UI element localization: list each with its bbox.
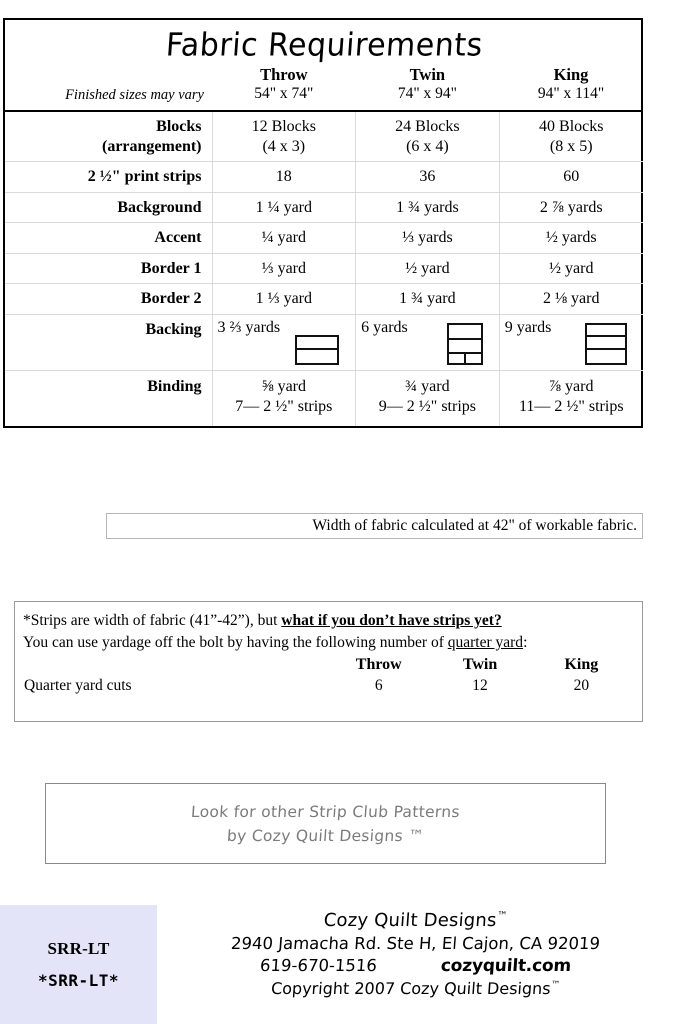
panel-row [587, 325, 625, 338]
strips-note-question: what if you don’t have strips yet? [281, 612, 502, 629]
row-label-blocks [5, 111, 212, 162]
page-title [5, 20, 643, 65]
cell-print-strips-twin: 36 [356, 162, 500, 193]
footer-copyright-text: Copyright 2007 Cozy Quilt Designs [270, 979, 552, 998]
quarter-yard-data-row [23, 675, 632, 696]
column-header-king-dim: 94" x 114" [537, 85, 605, 103]
cell-border-2-twin: 1 ¾ yard [356, 284, 500, 315]
cell-blocks-twin-sub: (6 x 4) [406, 137, 449, 155]
fabric-requirements-table [3, 18, 643, 428]
requirements-grid [5, 20, 643, 426]
cell-print-strips-king: 60 [499, 162, 643, 193]
quarter-yard-header-king: King [564, 656, 599, 673]
footer-copyright [156, 979, 674, 998]
row-label-border-2: Border 2 [5, 284, 212, 315]
panel-cell [449, 354, 466, 363]
table-row-backing [5, 314, 643, 370]
panel-cell [587, 325, 625, 336]
column-header-throw-dim: 54" x 74" [254, 85, 314, 103]
cell-binding-king-sub: 11— 2 ½" strips [518, 397, 624, 415]
table-row [5, 162, 643, 193]
row-label-binding: Binding [5, 370, 212, 426]
promo-line-1: Look for other Strip Club Patterns [190, 802, 461, 821]
panel-row [587, 350, 625, 363]
panel-row [297, 337, 337, 350]
cell-binding-twin-sub: 9— 2 ½" strips [378, 397, 476, 415]
cell-background-twin: 1 ¾ yards [356, 192, 500, 223]
footer [157, 905, 674, 1024]
backing-panel-diagram-throw [295, 335, 339, 365]
footer-contact-row [156, 956, 674, 976]
row-label-print-strips: 2 ½" print strips [5, 162, 212, 193]
panel-cell [466, 354, 481, 363]
cell-border-2-king: 2 ⅛ yard [499, 284, 643, 315]
quarter-yard-header-throw: Throw [355, 656, 402, 673]
promo-box [45, 783, 606, 864]
panel-cell [449, 325, 481, 338]
column-header-twin [356, 65, 500, 111]
strips-note-line-2 [23, 632, 632, 654]
promo-line-2: by Cozy Quilt Designs ™ [226, 826, 425, 845]
strips-alternative-box [14, 601, 643, 722]
panel-cell [297, 350, 337, 363]
sku-code: SRR-LT [47, 939, 110, 958]
footer-address: 2940 Jamacha Rd. Ste H, El Cajon, CA 92019 [230, 934, 601, 953]
table-title-row [5, 20, 643, 65]
panel-row [449, 354, 481, 363]
footer-website-link[interactable]: cozyquilt.com [440, 956, 572, 976]
cell-blocks-king-sub: (8 x 5) [549, 137, 593, 155]
column-header-twin-name: Twin [409, 65, 446, 84]
column-header-twin-dim: 74" x 94" [397, 85, 457, 103]
cell-border-1-throw: ⅓ yard [212, 253, 356, 284]
quarter-yard-header-row [23, 656, 632, 675]
panel-cell [587, 350, 625, 363]
quarter-yard-value-twin: 12 [472, 677, 488, 694]
trademark-icon: ™ [496, 910, 508, 922]
cell-binding-throw [212, 370, 356, 426]
trademark-icon: ™ [550, 979, 561, 991]
footer-phone[interactable]: 619-670-1516 [259, 956, 378, 975]
cell-background-king: 2 ⅞ yards [499, 192, 643, 223]
cell-binding-twin [356, 370, 500, 426]
cell-binding-throw-sub: 7— 2 ½" strips [235, 397, 333, 415]
quarter-yard-spacer [23, 656, 328, 675]
cell-border-1-twin: ½ yard [356, 253, 500, 284]
finished-sizes-note: Finished sizes may vary [5, 65, 212, 111]
cell-background-throw: 1 ¼ yard [212, 192, 356, 223]
cell-backing-twin [356, 314, 500, 370]
column-header-throw [212, 65, 356, 111]
row-label-blocks-line2: (arrangement) [101, 137, 202, 155]
cell-blocks-king-main: 40 Blocks [539, 118, 604, 136]
cell-backing-king [499, 314, 643, 370]
strips-note-line-2c: : [523, 634, 528, 651]
cell-backing-twin-text: 6 yards [361, 318, 408, 336]
cell-accent-throw: ¼ yard [212, 223, 356, 254]
quarter-yard-row-label: Quarter yard cuts [24, 677, 132, 694]
sku-box [0, 905, 157, 1024]
column-header-king-name: King [553, 65, 589, 84]
cell-blocks-throw [212, 111, 356, 162]
quarter-yard-value-king: 20 [573, 677, 590, 694]
cell-binding-twin-main: ¾ yard [405, 377, 450, 395]
cell-blocks-throw-main: 12 Blocks [251, 118, 317, 136]
cell-print-strips-throw: 18 [212, 162, 356, 193]
row-label-border-1: Border 1 [5, 253, 212, 284]
row-label-accent: Accent [5, 223, 212, 254]
quarter-yard-header-twin: Twin [462, 656, 498, 673]
cell-binding-king-main: ⅞ yard [549, 377, 594, 395]
quarter-yard-table [23, 656, 632, 696]
backing-panel-diagram-king [585, 323, 627, 365]
panel-row [587, 337, 625, 350]
strips-note-line-2a: You can use yardage off the bolt by having the following number of [23, 634, 448, 651]
footer-brand-name: Cozy Quilt Designs [323, 910, 498, 931]
cell-accent-king: ½ yards [499, 223, 643, 254]
cell-border-1-king: ½ yard [499, 253, 643, 284]
table-header-row [5, 65, 643, 111]
quarter-yard-value-throw: 6 [374, 677, 383, 694]
table-row-binding [5, 370, 643, 426]
cell-blocks-twin-main: 24 Blocks [395, 118, 460, 136]
width-of-fabric-note [106, 513, 643, 539]
panel-row [449, 340, 481, 354]
cell-border-2-throw: 1 ⅓ yard [212, 284, 356, 315]
column-header-king [499, 65, 643, 111]
cell-accent-twin: ⅓ yards [356, 223, 500, 254]
footer-brand [156, 910, 674, 931]
page-title-text: Fabric Requirements [164, 26, 484, 65]
cell-backing-king-text: 9 yards [504, 318, 552, 336]
panel-cell [449, 340, 481, 352]
table-row [5, 223, 643, 254]
cell-binding-throw-main: ⅝ yard [261, 377, 307, 395]
strips-note-line-1a: *Strips are width of fabric (41”-42”), but [23, 612, 282, 629]
strips-note-line-1 [23, 610, 632, 632]
width-of-fabric-text: Width of fabric calculated at 42" of workable fabric. [312, 517, 637, 534]
row-label-backing: Backing [5, 314, 212, 370]
cell-backing-throw-text: 3 ⅔ yards [217, 318, 281, 336]
cell-blocks-twin [356, 111, 500, 162]
strips-note-quarter-yard: quarter yard [447, 634, 524, 651]
sku-barcode-text: *SRR-LT* [37, 971, 120, 990]
panel-cell [297, 337, 337, 348]
table-row [5, 192, 643, 223]
backing-panel-diagram-twin [447, 323, 483, 365]
cell-backing-throw [212, 314, 356, 370]
panel-row [449, 325, 481, 340]
table-row [5, 111, 643, 162]
cell-blocks-king [499, 111, 643, 162]
panel-cell [587, 337, 625, 348]
table-row [5, 284, 643, 315]
row-label-blocks-line1: Blocks [156, 118, 202, 136]
table-row [5, 253, 643, 284]
cell-binding-king [499, 370, 643, 426]
panel-row [297, 350, 337, 363]
column-header-throw-name: Throw [260, 65, 308, 84]
cell-blocks-throw-sub: (4 x 3) [262, 137, 306, 155]
row-label-background: Background [5, 192, 212, 223]
